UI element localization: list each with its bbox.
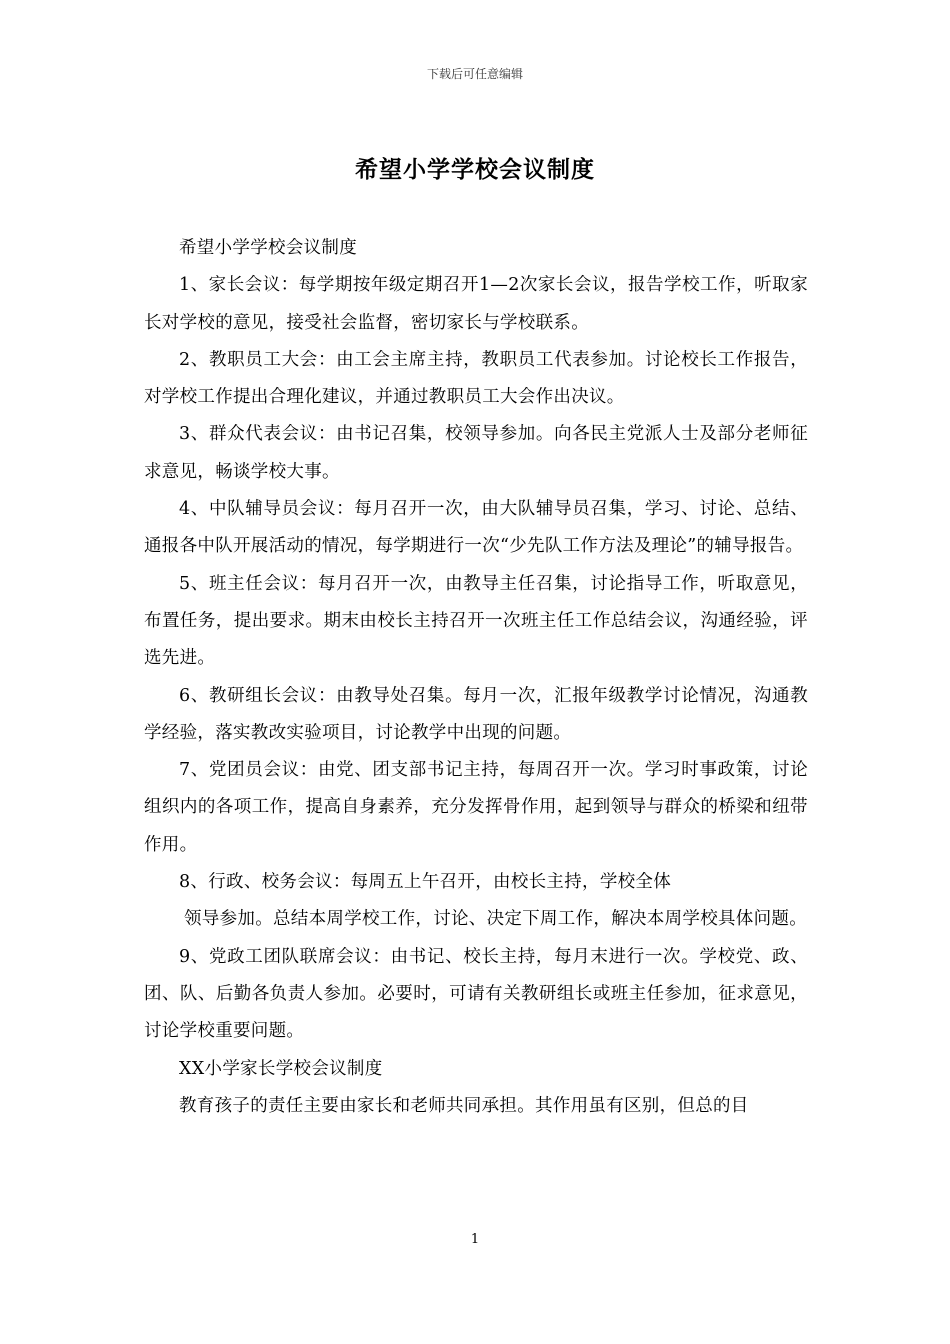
paragraph-section-heading: XX小学家长学校会议制度 [179, 1058, 383, 1079]
paragraph-item-7: 7、党团员会议：由党、团支部书记主持，每周召开一次。学习时事政策，讨论组织内的各项工作，提高自身素养，充分发挥骨作用，起到领导与群众的桥梁和纽带作用。 [144, 760, 808, 855]
document-body [144, 230, 808, 1125]
paragraph-item-3: 3、群众代表会议：由书记召集，校领导参加。向各民主党派人士及部分老师征求意见，畅谈学校大事。 [144, 424, 808, 482]
page-header-note: 下载后可任意编辑 [426, 67, 523, 81]
paragraph-item-6: 6、教研组长会议：由教导处召集。每月一次，汇报年级教学讨论情况，沟通教学经验，落实教改实验项目，讨论教学中出现的问题。 [144, 685, 808, 743]
paragraph-subtitle: 希望小学学校会议制度 [179, 238, 357, 258]
paragraph-item-9: 9、党政工团队联席会议：由书记、校长主持，每月末进行一次。学校党、政、团、队、后勤各负责人参加。必要时，可请有关教研组长或班主任参加，征求意见，讨论学校重要问题。 [144, 946, 808, 1042]
paragraph-item-8: 8、行政、校务会议：每周五上午召开，由校长主持，学校全体 [179, 872, 672, 893]
page-number: 1 [470, 1232, 480, 1247]
paragraph-item-4: 4、中队辅导员会议：每月召开一次，由大队辅导员召集，学习、讨论、总结、通报各中队开展活动的情况，每学期进行一次“少先队工作方法及理论”的辅导报告。 [144, 499, 808, 557]
paragraph-item-8-continued: 领导参加。总结本周学校工作，讨论、决定下周工作，解决本周学校具体问题。 [184, 909, 807, 930]
paragraph-item-1: 1、家长会议：每学期按年级定期召开1—2次家长会议，报告学校工作，听取家长对学校的意见，接受社会监督，密切家长与学校联系。 [144, 275, 808, 333]
paragraph-section-intro: 教育孩子的责任主要由家长和老师共同承担。其作用虽有区别，但总的目 [179, 1095, 749, 1116]
document-title: 希望小学学校会议制度 [355, 156, 595, 183]
paragraph-item-2: 2、教职员工大会：由工会主席主持，教职员工代表参加。讨论校长工作报告，对学校工作提出合理化建议，并通过教职员工大会作出决议。 [144, 349, 808, 408]
paragraph-item-5: 5、班主任会议：每月召开一次，由教导主任召集，讨论指导工作，听取意见，布置任务，提出要求。期末由校长主持召开一次班主任工作总结会议，沟通经验，评选先进。 [144, 573, 808, 669]
